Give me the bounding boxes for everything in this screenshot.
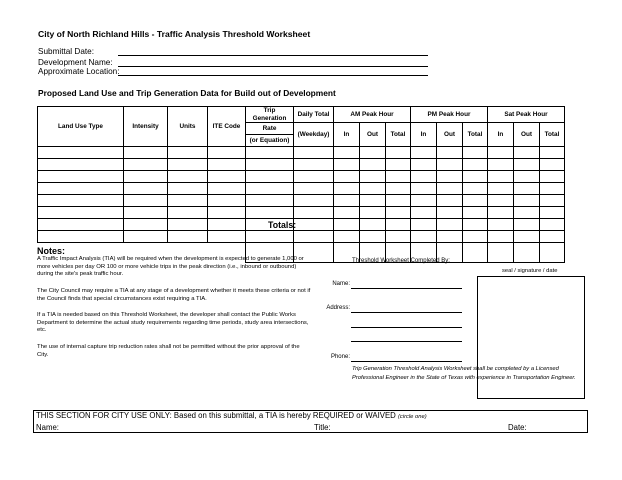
city-date-label: Date: — [508, 423, 527, 432]
table-cell[interactable] — [386, 147, 411, 159]
table-cell[interactable] — [411, 147, 437, 159]
table-cell[interactable] — [168, 195, 208, 207]
city-use-statement — [36, 411, 427, 420]
table-cell[interactable] — [514, 147, 540, 159]
table-row — [38, 195, 565, 207]
table-cell[interactable] — [360, 183, 386, 195]
table-cell[interactable] — [514, 207, 540, 219]
approximate-location-line[interactable] — [118, 75, 428, 76]
table-row — [38, 183, 565, 195]
table-cell[interactable] — [334, 231, 360, 243]
table-cell[interactable] — [208, 219, 246, 231]
table-cell[interactable] — [514, 171, 540, 183]
table-cell[interactable] — [334, 219, 360, 231]
note-paragraph: If a TIA is needed based on this Threshold Worksheet, the developer shall contact the Public Works Department to determine the actual study requirements regarding time periods, study area intersections, etc. — [37, 312, 309, 334]
table-cell[interactable] — [437, 159, 463, 171]
table-cell[interactable] — [294, 147, 334, 159]
table-cell[interactable] — [463, 231, 488, 243]
address-line-1[interactable] — [351, 312, 462, 313]
table-cell[interactable] — [463, 207, 488, 219]
table-cell[interactable] — [463, 219, 488, 231]
table-cell[interactable] — [514, 195, 540, 207]
table-cell[interactable] — [334, 207, 360, 219]
header-pm-out: Out — [437, 123, 463, 147]
table-cell[interactable] — [386, 183, 411, 195]
table-cell[interactable] — [168, 159, 208, 171]
name-line[interactable] — [351, 288, 462, 289]
header-units: Units — [168, 107, 208, 147]
table-cell[interactable] — [208, 207, 246, 219]
table-cell[interactable] — [360, 159, 386, 171]
table-cell[interactable] — [208, 183, 246, 195]
table-cell[interactable] — [411, 219, 437, 231]
table-cell[interactable] — [488, 147, 514, 159]
table-cell[interactable] — [514, 183, 540, 195]
table-cell[interactable] — [488, 183, 514, 195]
table-cell[interactable] — [540, 219, 565, 231]
header-pm-in: In — [411, 123, 437, 147]
address-label: Address: — [326, 305, 350, 311]
table-cell[interactable] — [294, 195, 334, 207]
header-sat-in: In — [488, 123, 514, 147]
header-ite-code: ITE Code — [208, 107, 246, 147]
table-cell[interactable] — [168, 219, 208, 231]
table-cell[interactable] — [360, 195, 386, 207]
table-cell[interactable] — [246, 231, 294, 243]
table-cell[interactable] — [437, 195, 463, 207]
table-cell[interactable] — [124, 183, 168, 195]
seal-label: seal / signature / date — [502, 268, 558, 274]
table-cell[interactable] — [334, 195, 360, 207]
table-cell[interactable] — [386, 159, 411, 171]
header-sat-total: Total — [540, 123, 565, 147]
table-cell[interactable] — [386, 207, 411, 219]
table-cell[interactable] — [38, 219, 124, 231]
submittal-date-line[interactable] — [118, 55, 428, 56]
table-cell[interactable] — [124, 195, 168, 207]
city-name-label: Name: — [36, 423, 59, 432]
table-cell[interactable] — [488, 219, 514, 231]
table-cell[interactable] — [540, 195, 565, 207]
table-cell[interactable] — [411, 171, 437, 183]
table-cell[interactable] — [124, 171, 168, 183]
table-cell[interactable] — [38, 147, 124, 159]
table-cell[interactable] — [488, 195, 514, 207]
approximate-location-label: Approximate Location: — [38, 67, 120, 76]
city-use-text: THIS SECTION FOR CITY USE ONLY: Based on this submittal, a TIA is hereby REQUIRED or WAIVED — [36, 411, 396, 420]
table-cell[interactable] — [437, 207, 463, 219]
table-row — [38, 219, 565, 231]
table-cell[interactable] — [514, 231, 540, 243]
table-cell[interactable] — [208, 147, 246, 159]
submittal-date-label: Submittal Date: — [38, 47, 94, 56]
table-cell[interactable] — [437, 147, 463, 159]
data-rows — [38, 147, 565, 243]
table-cell[interactable] — [488, 159, 514, 171]
header-land-use-type: Land Use Type — [38, 107, 124, 147]
development-name-line[interactable] — [118, 66, 428, 67]
table-cell[interactable] — [411, 195, 437, 207]
table-cell[interactable] — [488, 231, 514, 243]
header-am-peak: AM Peak Hour — [334, 107, 411, 123]
table-cell[interactable] — [246, 195, 294, 207]
table-cell[interactable] — [488, 207, 514, 219]
header-or-equation: (or Equation) — [246, 135, 294, 147]
header-am-in: In — [334, 123, 360, 147]
table-cell[interactable] — [360, 207, 386, 219]
phone-label: Phone: — [330, 354, 350, 360]
table-cell[interactable] — [294, 183, 334, 195]
completed-by-title: Threshold Worksheet Completed By: — [352, 258, 450, 264]
header-sat-out: Out — [514, 123, 540, 147]
table-row — [38, 231, 565, 243]
table-cell[interactable] — [38, 183, 124, 195]
phone-line[interactable] — [351, 361, 462, 362]
totals-cell-pm-total[interactable] — [463, 243, 488, 263]
header-intensity: Intensity — [124, 107, 168, 147]
table-cell[interactable] — [294, 231, 334, 243]
city-title-label: Title: — [314, 423, 331, 432]
development-name-label: Development Name: — [38, 58, 113, 67]
table-cell[interactable] — [540, 171, 565, 183]
table-cell[interactable] — [437, 219, 463, 231]
table-row — [38, 207, 565, 219]
table-cell[interactable] — [386, 219, 411, 231]
totals-cell-sat-out[interactable] — [514, 243, 540, 263]
table-cell[interactable] — [360, 219, 386, 231]
table-cell[interactable] — [124, 231, 168, 243]
table-cell[interactable] — [463, 183, 488, 195]
table-cell[interactable] — [38, 195, 124, 207]
header-weekday: (Weekday) — [294, 123, 334, 147]
table-cell[interactable] — [463, 195, 488, 207]
totals-cell-sat-total[interactable] — [540, 243, 565, 263]
header-trip-generation-rate: Rate — [246, 123, 294, 135]
table-cell[interactable] — [38, 159, 124, 171]
trip-generation-table — [37, 106, 565, 263]
note-paragraph: The City Council may require a TIA at any stage of a development whether it meets these criteria or not if the Council finds that special circumstances exist requiring a TIA. — [37, 288, 311, 302]
table-cell[interactable] — [334, 183, 360, 195]
table-cell[interactable] — [411, 183, 437, 195]
table-cell[interactable] — [38, 207, 124, 219]
table-cell[interactable] — [463, 147, 488, 159]
table-cell[interactable] — [168, 171, 208, 183]
section-title: Proposed Land Use and Trip Generation Data for Build out of Development — [38, 88, 336, 98]
table-cell[interactable] — [386, 195, 411, 207]
header-daily-total: Daily Total — [294, 107, 334, 123]
table-cell[interactable] — [124, 207, 168, 219]
table-cell[interactable] — [411, 207, 437, 219]
table-cell[interactable] — [208, 195, 246, 207]
table-row — [38, 147, 565, 159]
table-cell[interactable] — [246, 183, 294, 195]
table-cell[interactable] — [294, 159, 334, 171]
table-cell[interactable] — [540, 231, 565, 243]
table-cell[interactable] — [334, 171, 360, 183]
header-pm-total: Total — [463, 123, 488, 147]
note-paragraph: The use of internal capture trip reduction rates shall not be permitted without the prior approval of the City. — [37, 344, 300, 358]
address-line-3[interactable] — [351, 341, 462, 342]
table-cell[interactable] — [437, 171, 463, 183]
table-cell[interactable] — [294, 219, 334, 231]
table-cell[interactable] — [38, 231, 124, 243]
table-cell[interactable] — [360, 231, 386, 243]
table-cell[interactable] — [334, 159, 360, 171]
table-cell[interactable] — [168, 183, 208, 195]
table-cell[interactable] — [540, 183, 565, 195]
table-cell[interactable] — [208, 231, 246, 243]
table-cell[interactable] — [514, 219, 540, 231]
table-cell[interactable] — [38, 171, 124, 183]
table-cell[interactable] — [334, 147, 360, 159]
table-cell[interactable] — [411, 159, 437, 171]
header-sat-peak: Sat Peak Hour — [488, 107, 565, 123]
table-cell[interactable] — [124, 219, 168, 231]
name-label: Name: — [332, 281, 350, 287]
totals-label: Totals: — [268, 220, 297, 230]
table-cell[interactable] — [540, 159, 565, 171]
table-cell[interactable] — [208, 171, 246, 183]
table-cell[interactable] — [208, 159, 246, 171]
header-pm-peak: PM Peak Hour — [411, 107, 488, 123]
table-cell[interactable] — [437, 231, 463, 243]
table-cell[interactable] — [540, 147, 565, 159]
table-cell[interactable] — [168, 147, 208, 159]
table-cell[interactable] — [246, 171, 294, 183]
table-cell[interactable] — [514, 159, 540, 171]
table-row — [38, 171, 565, 183]
header-am-out: Out — [360, 123, 386, 147]
table-row — [38, 159, 565, 171]
table-cell[interactable] — [463, 159, 488, 171]
table-cell[interactable] — [488, 171, 514, 183]
note-paragraph: A Traffic Impact Analysis (TIA) will be required when the development is expected to generate 1,000 or more vehicles per day OR 100 or more vehicle trips in the peak direction (i.e., inbound or outbound) during the site's peak traffic hour. — [37, 256, 304, 278]
table-cell[interactable] — [124, 159, 168, 171]
table-cell[interactable] — [360, 147, 386, 159]
table-cell[interactable] — [246, 207, 294, 219]
table-cell[interactable] — [386, 171, 411, 183]
certification-note: Trip Generation Threshold Analysis Worksheet shall be completed by a Licensed Professional Engineer in the State of Texas with experience in Transportation Engineer. — [352, 366, 576, 381]
notes-title: Notes: — [37, 246, 66, 256]
table-cell[interactable] — [246, 159, 294, 171]
table-cell[interactable] — [246, 147, 294, 159]
header-trip-generation: Trip Generation — [246, 107, 294, 123]
table-cell[interactable] — [360, 171, 386, 183]
table-cell[interactable] — [294, 171, 334, 183]
totals-cell-sat-in[interactable] — [488, 243, 514, 263]
table-cell[interactable] — [294, 207, 334, 219]
table-cell[interactable] — [124, 147, 168, 159]
address-line-2[interactable] — [351, 327, 462, 328]
table-cell[interactable] — [168, 231, 208, 243]
table-cell[interactable] — [411, 231, 437, 243]
table-cell[interactable] — [463, 171, 488, 183]
table-cell[interactable] — [168, 207, 208, 219]
page-title: City of North Richland Hills - Traffic Analysis Threshold Worksheet — [38, 29, 311, 39]
table-cell[interactable] — [437, 183, 463, 195]
circle-one-note: (circle one) — [397, 414, 427, 420]
header-am-total: Total — [386, 123, 411, 147]
table-cell[interactable] — [540, 207, 565, 219]
table-cell[interactable] — [386, 231, 411, 243]
